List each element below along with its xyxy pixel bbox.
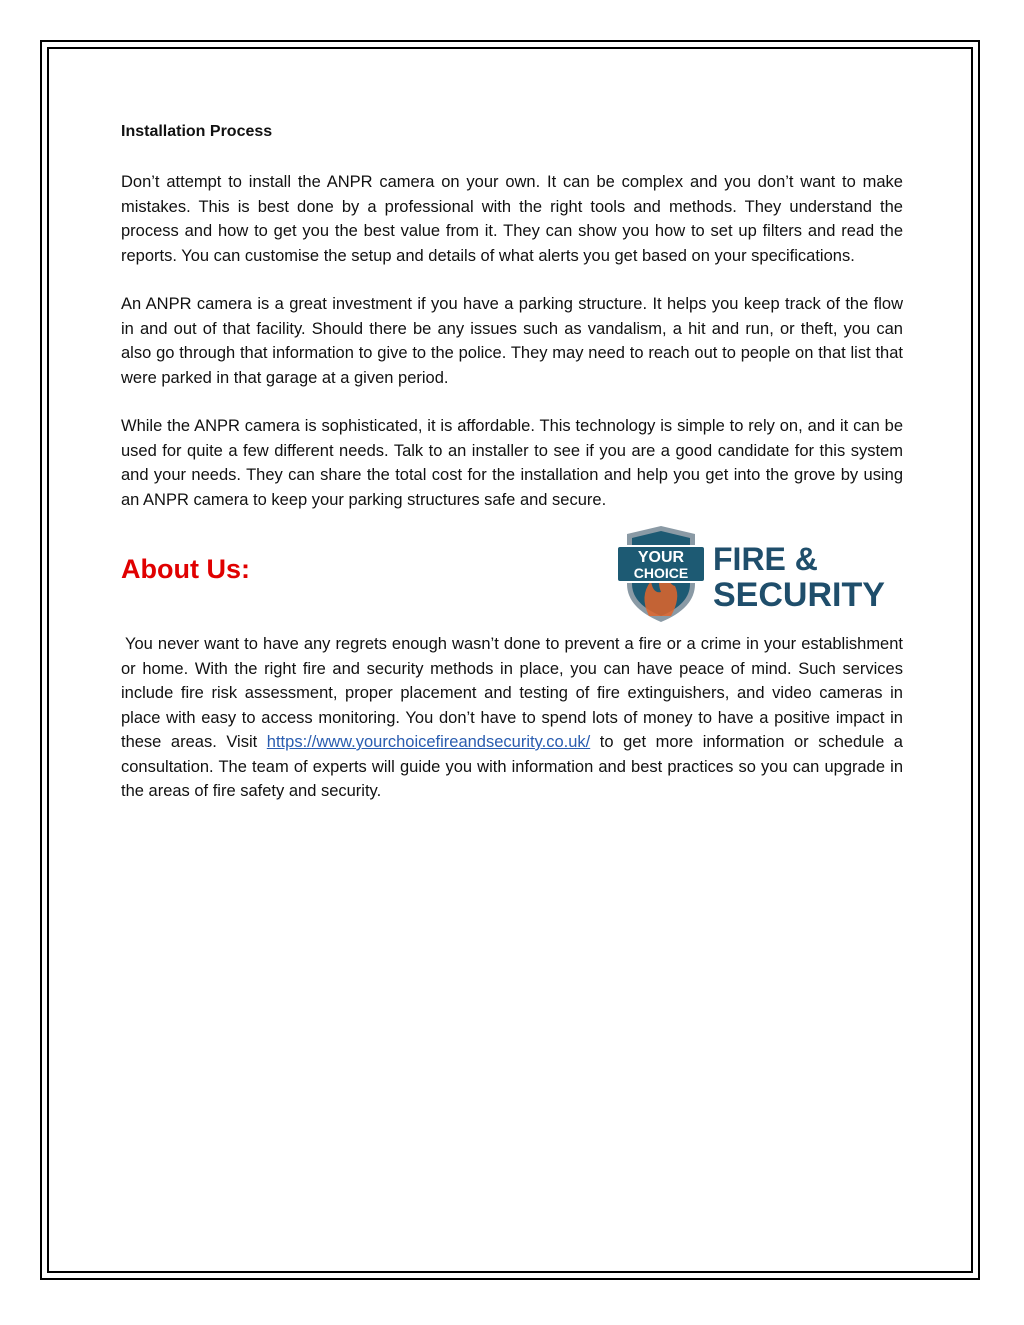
- website-link[interactable]: https://www.yourchoicefireandsecurity.co.uk/: [266, 733, 591, 751]
- about-header-row: [121, 526, 903, 622]
- document-content: [121, 120, 903, 828]
- installation-paragraph-1: Don’t attempt to install the ANPR camera on your own. It can be complex and you don’t want to make mistakes. This is best done by a professional with the right tools and methods. They understand the process and how to get you the best value from it. They can show you how to set up filters and read the reports. You can customise the setup and details of what alerts you get based on your specifications.: [121, 173, 903, 265]
- about-text-before-link: You never want to have any regrets enough wasn’t done to prevent a fire or a crime in your establishment or home. With the right fire and security methods in place, you can have peace of mind. Such services include fire risk assessment, proper placement and testing of fire extinguishers, and video cameras in place with easy to access monitoring. You don’t have to spend lots of money to have a positive impact in these areas. Visit: [121, 635, 903, 751]
- installation-paragraph-3: While the ANPR camera is sophisticated, it is affordable. This technology is simple to rely on, and it can be used for quite a few different needs. Talk to an installer to see if you are a good candidate for this system and your needs. They can share the total cost for the installation and help you get into the grove by using an ANPR camera to keep your parking structures safe and secure.: [121, 417, 903, 509]
- installation-heading: Installation Process: [121, 123, 273, 140]
- about-heading: About Us:: [121, 554, 250, 584]
- installation-paragraph-2: An ANPR camera is a great investment if you have a parking structure. It helps you keep track of the flow in and out of that facility. Should there be any issues such as vandalism, a hit and run, or theft, you can also go through that information to give to the police. They may need to reach out to people on that list that were parked in that garage at a given period.: [121, 295, 903, 387]
- logo-wordmark-line-1: FIRE &: [713, 541, 818, 577]
- about-text-after-link: to get more information or schedule a consultation. The team of experts will guide you with information and best practices so you can upgrade in the areas of fire safety and security.: [121, 733, 903, 800]
- fire-security-logo: [609, 526, 905, 622]
- about-paragraph: [121, 632, 903, 804]
- logo-shield-text-2: CHOICE: [633, 565, 689, 581]
- logo-wordmark-line-2: SECURITY: [713, 576, 885, 614]
- logo-shield-text-1: YOUR: [637, 549, 685, 566]
